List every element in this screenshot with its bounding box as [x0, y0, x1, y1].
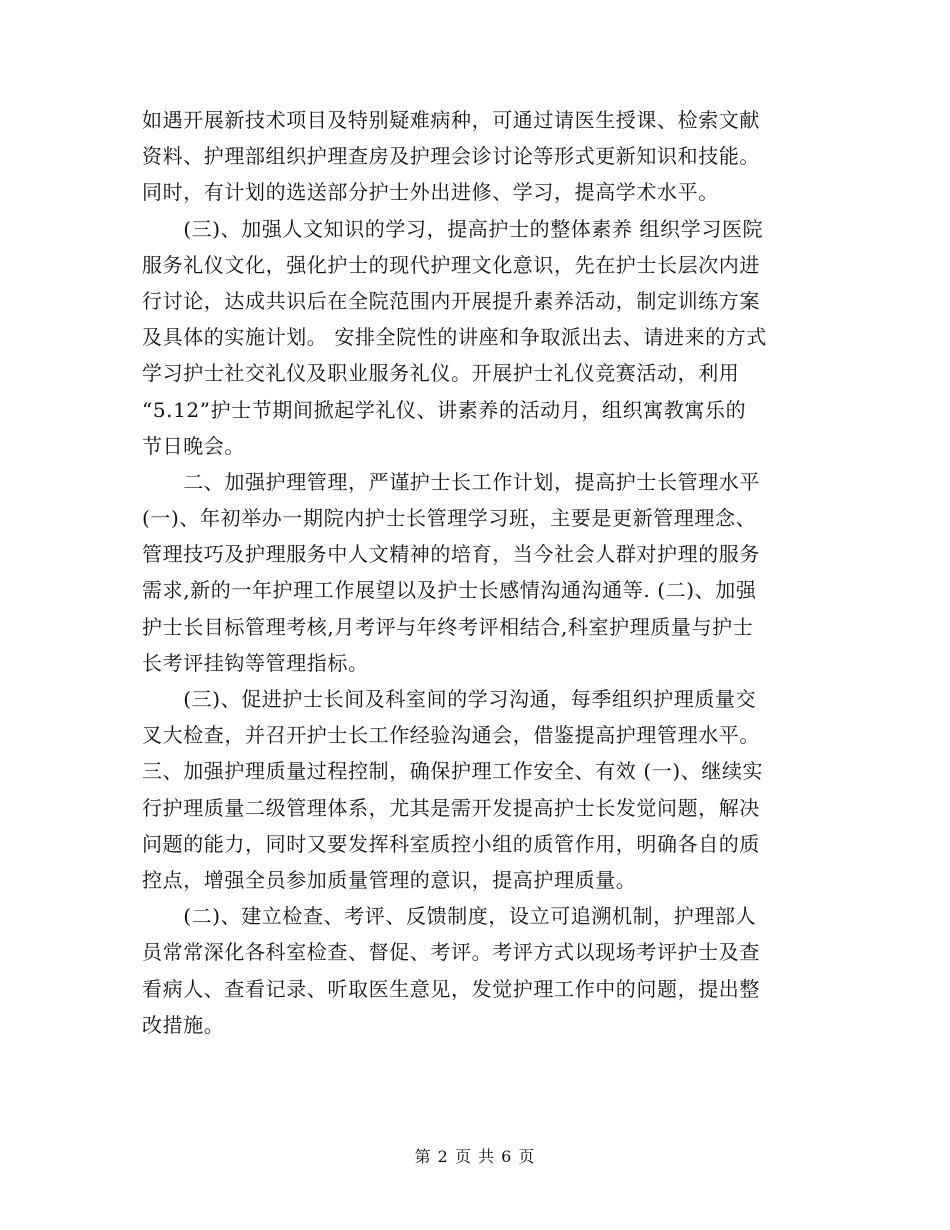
text-line: 护士长目标管理考核,月考评与年终考评相结合,科室护理质量与护士 [142, 614, 754, 639]
text-line: 管理技巧及护理服务中人文精神的培育，当今社会人群对护理的服务 [142, 542, 760, 567]
text-line: 员常常深化各科室检查、督促、考评。考评方式以现场考评护士及查 [142, 940, 760, 965]
text-line: 看病人、查看记录、听取医生意见，发觉护理工作中的问题，提出整 [142, 976, 760, 1001]
text-line: (一)、年初举办一期院内护士长管理学习班，主要是更新管理理念、 [142, 506, 757, 531]
text-line: 资料、护理部组织护理查房及护理会诊讨论等形式更新知识和技能。 [142, 144, 760, 169]
text-line: 同时，有计划的选送部分护士外出进修、学习，提高学术水平。 [142, 180, 719, 205]
text-line: 行护理质量二级管理体系，尤其是需开发提高护士长发觉问题，解决 [142, 795, 760, 820]
document-body [142, 102, 812, 1043]
text-line: 节日晚会。 [142, 433, 245, 458]
text-line: 控点，增强全员参加质量管理的意识，提高护理质量。 [142, 867, 637, 892]
text-line: (三)、促进护士长间及科室间的学习沟通，每季组织护理质量交 [142, 687, 757, 711]
text-line: 三、加强护理质量过程控制，确保护理工作安全、有效 (一)、继续实 [142, 759, 764, 784]
text-line: 及具体的实施计划。 安排全院性的讲座和争取派出去、请进来的方式 [142, 325, 767, 350]
text-line: 长考评挂钩等管理指标。 [142, 650, 369, 675]
text-line: 行讨论，达成共识后在全院范围内开展提升素养活动，制定训练方案 [142, 288, 760, 313]
text-line: “5.12”护士节期间掀起学礼仪、讲素养的活动月，组织寓教寓乐的 [142, 397, 747, 422]
text-line: 问题的能力，同时又要发挥科室质控小组的质管作用，明确各自的质 [142, 831, 760, 856]
text-line: (三)、加强人文知识的学习，提高护士的整体素养 组织学习医院 [142, 216, 764, 241]
text-line: (二)、建立检查、考评、反馈制度，设立可追溯机制，护理部人 [142, 904, 757, 929]
text-line: 二、加强护理管理，严谨护士长工作计划，提高护士长管理水平 [142, 469, 760, 494]
text-line: 叉大检查，并召开护士长工作经验沟通会，借鉴提高护理管理水平。 [142, 723, 760, 748]
text-line: 如遇开展新技术项目及特别疑难病种，可通过请医生授课、检索文献 [142, 108, 760, 132]
text-line: 改措施。 [142, 1012, 225, 1037]
page-number-footer: 第 2 页 共 6 页 [414, 1147, 536, 1166]
text-line: 服务礼仪文化，强化护士的现代护理文化意识，先在护士长层次内进 [142, 252, 760, 277]
text-line: 学习护士社交礼仪及职业服务礼仪。开展护士礼仪竞赛活动，利用 [142, 361, 740, 386]
text-line: 需求,新的一年护理工作展望以及护士长感情沟通沟通等. (二)、加强 [142, 578, 757, 603]
